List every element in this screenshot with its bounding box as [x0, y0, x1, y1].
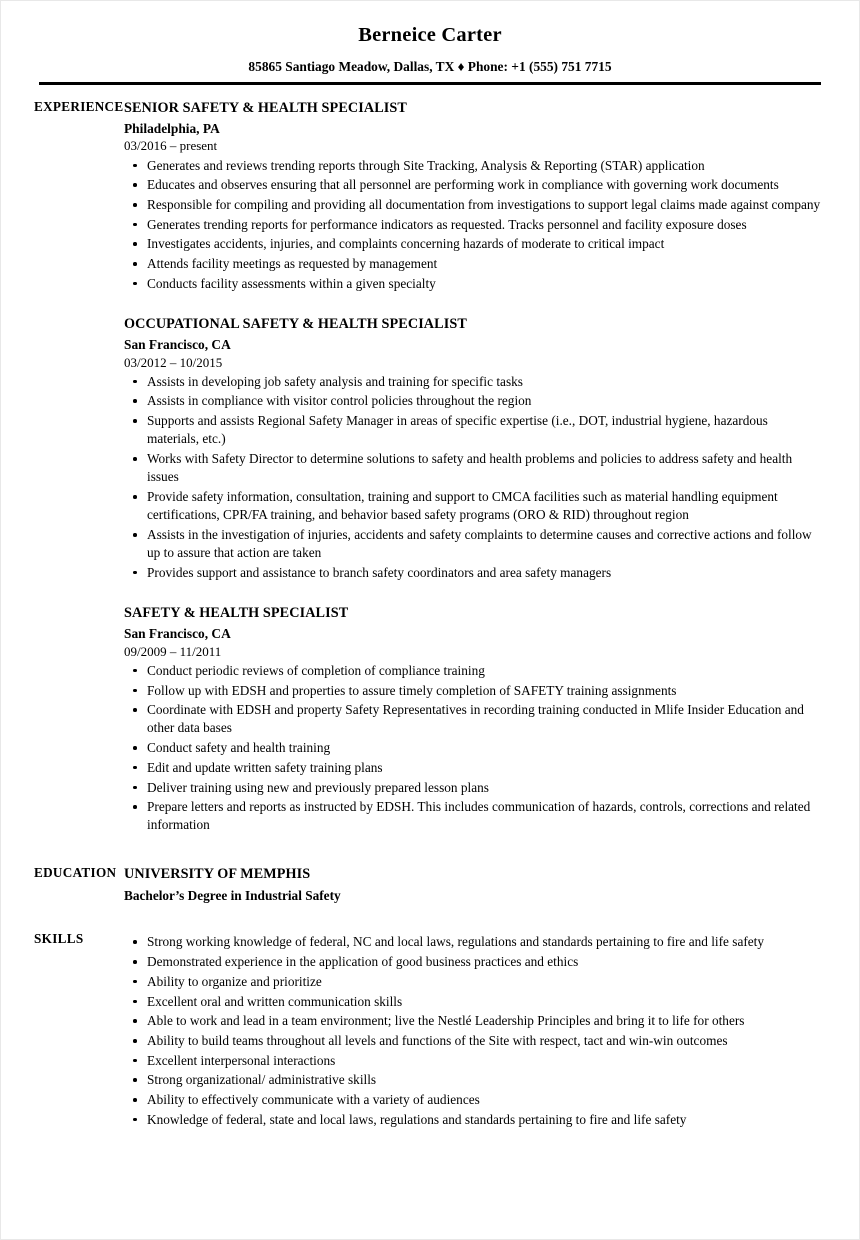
experience-body: [124, 99, 859, 835]
skills-body: [124, 931, 859, 1129]
education-section: [1, 865, 859, 905]
list-item: Deliver training using new and previously prepared lesson plans: [124, 779, 821, 797]
list-item: Generates trending reports for performance indicators as requested. Tracks personnel and facility exposure doses: [124, 216, 821, 234]
list-item: Educates and observes ensuring that all personnel are performing work in compliance with governing work documents: [124, 176, 821, 194]
list-item: Responsible for compiling and providing all documentation from investigations to support legal claims made against company: [124, 196, 821, 214]
job-entry: [124, 99, 821, 293]
education-school: UNIVERSITY OF MEMPHIS: [124, 865, 311, 882]
list-item: Ability to build teams throughout all levels and functions of the Site with respect, tact and win-win outcomes: [124, 1032, 821, 1050]
list-item: Supports and assists Regional Safety Manager in areas of specific expertise (i.e., DOT, industrial hygiene, hazardous materials, etc.): [124, 412, 821, 448]
list-item: Assists in the investigation of injuries, accidents and safety complaints to determine causes and corrective actions and follow up to assure that action are taken: [124, 526, 821, 562]
job-location: San Francisco, CA: [124, 626, 231, 642]
job-dates: 09/2009 – 11/2011: [124, 643, 222, 659]
section-label-experience: EXPERIENCE: [34, 98, 124, 114]
job-location: San Francisco, CA: [124, 337, 231, 353]
list-item: Ability to organize and prioritize: [124, 973, 821, 991]
list-item: Strong organizational/ administrative skills: [124, 1071, 821, 1089]
skills-list: [124, 933, 821, 1129]
job-dates: 03/2016 – present: [124, 138, 218, 154]
job-responsibilities: [124, 373, 821, 582]
job-entry: [124, 315, 821, 582]
job-entry: [124, 604, 821, 835]
list-item: Investigates accidents, injuries, and complaints concerning hazards of moderate to critical impact: [124, 235, 821, 253]
job-dates: 03/2012 – 10/2015: [124, 354, 223, 370]
resume-header: [1, 1, 859, 85]
list-item: Demonstrated experience in the application of good business practices and ethics: [124, 953, 821, 971]
job-location: Philadelphia, PA: [124, 120, 220, 136]
list-item: Follow up with EDSH and properties to assure timely completion of SAFETY training assignments: [124, 682, 821, 700]
list-item: Edit and update written safety training plans: [124, 759, 821, 777]
list-item: Coordinate with EDSH and property Safety Representatives in recording training conducted in Mlife Insider Education and other data bases: [124, 701, 821, 737]
list-item: Excellent oral and written communication skills: [124, 993, 821, 1011]
list-item: Strong working knowledge of federal, NC and local laws, regulations and standards pertaining to fire and life safety: [124, 933, 821, 951]
list-item: Generates and reviews trending reports through Site Tracking, Analysis & Reporting (STAR) application: [124, 157, 821, 175]
list-item: Conduct safety and health training: [124, 739, 821, 757]
list-item: Prepare letters and reports as instructed by EDSH. This includes communication of hazards, controls, corrections and related information: [124, 798, 821, 834]
list-item: Provide safety information, consultation, training and support to CMCA facilities such as material handling equipment certifications, CPR/FA training, and behavior based safety programs (ORO & RID) throughout region: [124, 488, 821, 524]
list-item: Assists in developing job safety analysis and training for specific tasks: [124, 373, 821, 391]
list-item: Conducts facility assessments within a given specialty: [124, 275, 821, 293]
section-label-skills: SKILLS: [34, 931, 84, 947]
skills-section: [1, 931, 859, 1129]
education-degree: Bachelor’s Degree in Industrial Safety: [124, 888, 341, 904]
list-item: Excellent interpersonal interactions: [124, 1052, 821, 1070]
list-item: Knowledge of federal, state and local laws, regulations and standards pertaining to fire and life safety: [124, 1111, 821, 1129]
list-item: Provides support and assistance to branch safety coordinators and area safety managers: [124, 564, 821, 582]
job-responsibilities: [124, 157, 821, 293]
education-body: [124, 865, 859, 905]
list-item: Assists in compliance with visitor control policies throughout the region: [124, 392, 821, 410]
list-item: Conduct periodic reviews of completion of compliance training: [124, 662, 821, 680]
section-label-education: EDUCATION: [34, 864, 117, 880]
experience-section: [1, 99, 859, 835]
list-item: Ability to effectively communicate with a variety of audiences: [124, 1091, 821, 1109]
job-title: SENIOR SAFETY & HEALTH SPECIALIST: [124, 99, 407, 116]
job-title: SAFETY & HEALTH SPECIALIST: [124, 605, 349, 622]
list-item: Attends facility meetings as requested by management: [124, 255, 821, 273]
header-divider: [39, 82, 821, 85]
list-item: Works with Safety Director to determine solutions to safety and health problems and policies to address safety and health issues: [124, 450, 821, 486]
contact-line: 85865 Santiago Meadow, Dallas, TX ♦ Phone: +1 (555) 751 7715: [248, 58, 612, 74]
job-responsibilities: [124, 662, 821, 835]
list-item: Able to work and lead in a team environment; live the Nestlé Leadership Principles and bring it to life for others: [124, 1012, 821, 1030]
job-title: OCCUPATIONAL SAFETY & HEALTH SPECIALIST: [124, 315, 467, 332]
candidate-name: Berneice Carter: [358, 24, 502, 46]
